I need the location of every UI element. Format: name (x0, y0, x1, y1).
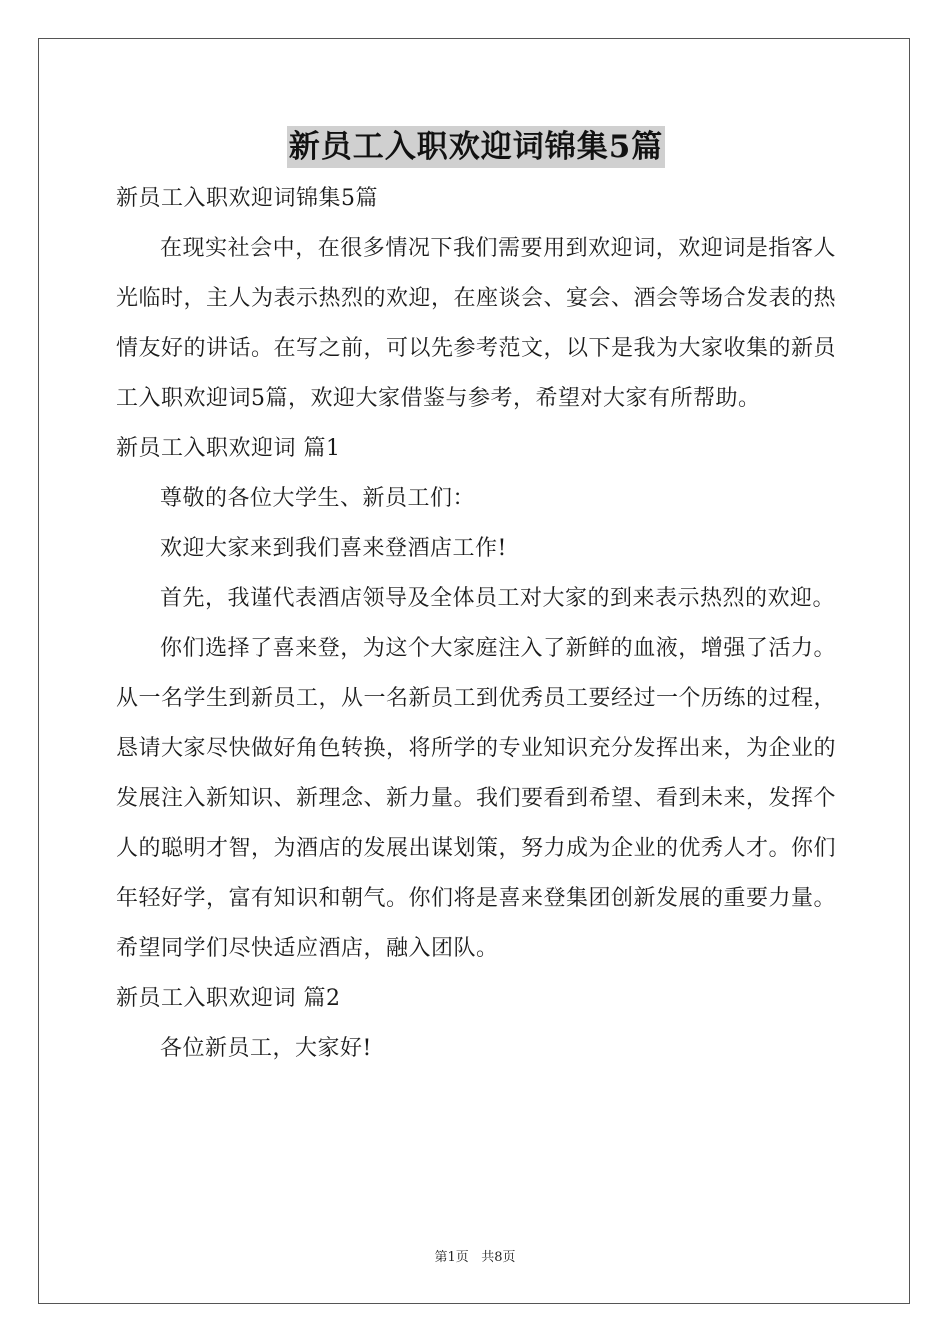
page-footer (0, 1246, 950, 1265)
page-total: 共8页 (481, 1250, 516, 1265)
section-heading-2: 新员工入职欢迎词 篇2 (116, 986, 341, 1011)
page-number: 第1页 (434, 1250, 469, 1265)
title-container (116, 126, 836, 170)
section-heading-1: 新员工入职欢迎词 篇1 (116, 436, 341, 461)
document-subtitle: 新员工入职欢迎词锦集5篇 (116, 186, 378, 211)
section1-paragraph-2: 你们选择了喜来登，为这个大家庭注入了新鲜的血液，增强了活力。从一名学生到新员工，从一名新员工到优秀员工要经过一个历练的过程，恳请大家尽快做好角色转换，将所学的专业知识充分发挥出来，为企业的发展注入新知识、新理念、新力量。我们要看到希望、看到未来，发挥个人的聪明才智，为酒店的发展出谋划策，努力成为企业的优秀人才。你们年轻好学，富有知识和朝气。你们将是喜来登集团创新发展的重要力量。希望同学们尽快适应酒店，融入团队。 (116, 636, 837, 961)
section2-greeting: 各位新员工，大家好! (160, 1036, 372, 1061)
document-title: 新员工入职欢迎词锦集5篇 (287, 126, 666, 168)
intro-paragraph: 在现实社会中，在很多情况下我们需要用到欢迎词，欢迎词是指客人光临时，主人为表示热烈的欢迎，在座谈会、宴会、酒会等场合发表的热情友好的讲话。在写之前，可以先参考范文，以下是我为大家收集的新员工入职欢迎词5篇，欢迎大家借鉴与参考，希望对大家有所帮助。 (116, 236, 837, 411)
document-body (116, 126, 836, 1074)
section1-welcome-line: 欢迎大家来到我们喜来登酒店工作! (160, 536, 507, 561)
section1-greeting: 尊敬的各位大学生、新员工们： (160, 486, 476, 511)
section1-paragraph-1: 首先，我谨代表酒店领导及全体员工对大家的到来表示热烈的欢迎。 (160, 586, 836, 611)
